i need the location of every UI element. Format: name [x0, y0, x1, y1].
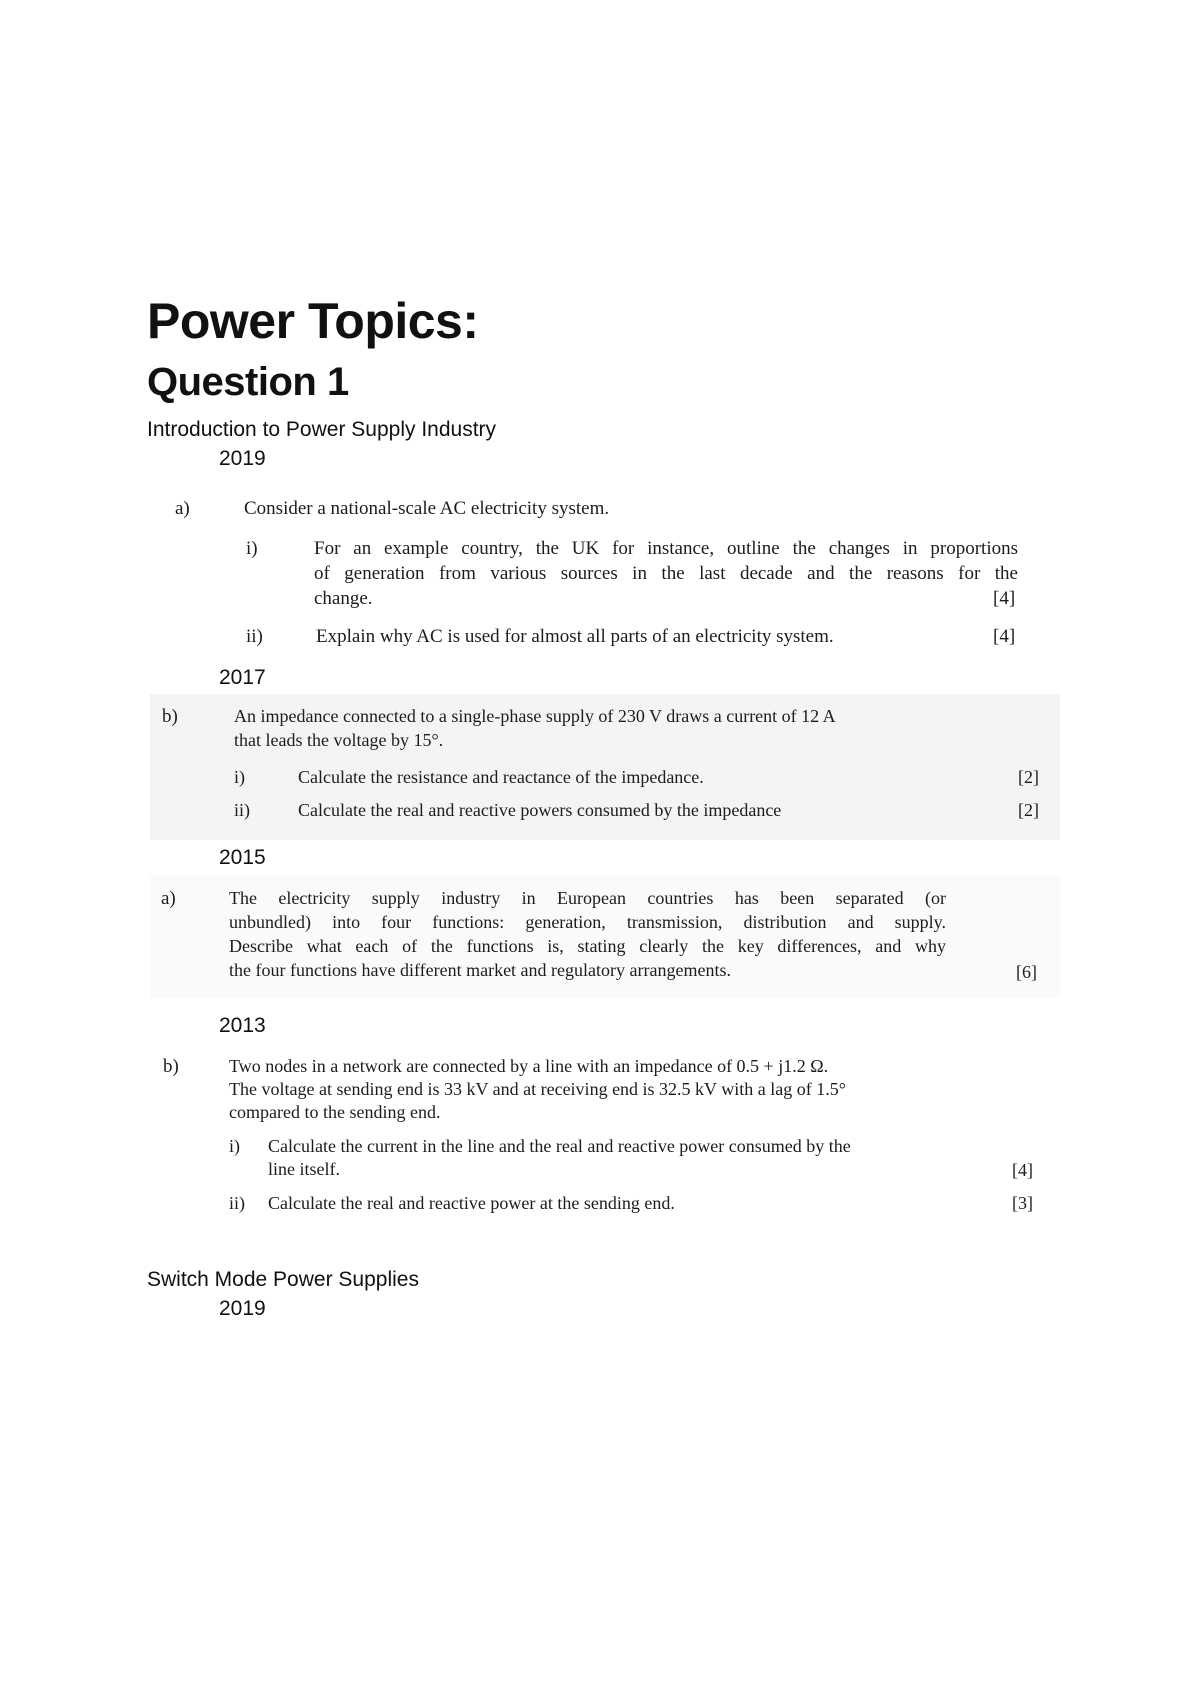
year-label-2019: 2019	[219, 447, 266, 470]
question-stem-line: Two nodes in a network are connected by a line with an impedance of 0.5 + j1.2 Ω.	[229, 1056, 829, 1076]
marks-badge: [6]	[1016, 962, 1037, 982]
year-label-2017: 2017	[219, 666, 266, 689]
question-2017	[150, 694, 1060, 840]
marks-badge: [2]	[1018, 800, 1039, 820]
question-2013	[0, 1052, 1200, 1222]
part-label: ii)	[246, 626, 263, 647]
part-label: i)	[246, 538, 258, 559]
part-text-line: change.	[314, 588, 373, 609]
question-label: b)	[162, 706, 178, 727]
question-label: b)	[163, 1056, 179, 1077]
year-label-2013: 2013	[219, 1014, 266, 1037]
question-stem-line: that leads the voltage by 15°.	[234, 730, 444, 750]
topic-heading-intro: Introduction to Power Supply Industry	[147, 418, 497, 441]
question-2019	[0, 495, 1200, 655]
question-stem: Consider a national-scale AC electricity system.	[244, 498, 610, 519]
part-label: ii)	[234, 800, 250, 820]
question-label: a)	[175, 498, 190, 519]
marks-badge: [3]	[1012, 1193, 1033, 1213]
part-label: i)	[229, 1136, 240, 1156]
part-text-line: For an example country, the UK for instance, outline the changes in proportions	[314, 538, 1018, 559]
part-text: Calculate the resistance and reactance of the impedance.	[298, 767, 704, 787]
part-text-line: Calculate the current in the line and the real and reactive power consumed by the	[268, 1136, 851, 1156]
year-label-smps-2019: 2019	[219, 1297, 266, 1320]
question-stem-line: An impedance connected to a single-phase supply of 230 V draws a current of 12 A	[234, 706, 836, 726]
question-stem-line: compared to the sending end.	[229, 1102, 441, 1122]
topic-heading-smps: Switch Mode Power Supplies	[147, 1268, 419, 1291]
question-text-line: Describe what each of the functions is, stating clearly the key differences, and why	[229, 936, 946, 956]
page-title: Power Topics:	[147, 293, 479, 349]
part-text-line: of generation from various sources in the last decade and the reasons for the	[314, 563, 1018, 584]
question-text-line: The electricity supply industry in European countries has been separated (or	[229, 888, 946, 908]
marks-badge: [4]	[1012, 1160, 1033, 1180]
marks-badge: [4]	[993, 626, 1016, 647]
question-text-line: unbundled) into four functions: generation, transmission, distribution and supply.	[229, 912, 946, 932]
question-text-line: the four functions have different market and regulatory arrangements.	[229, 960, 731, 980]
marks-badge: [2]	[1018, 767, 1039, 787]
part-label: i)	[234, 767, 245, 787]
part-text-line: line itself.	[268, 1159, 340, 1179]
year-label-2015: 2015	[219, 846, 266, 869]
part-label: ii)	[229, 1193, 245, 1213]
question-label: a)	[161, 888, 176, 909]
part-text: Calculate the real and reactive powers consumed by the impedance	[298, 800, 782, 820]
question-2015	[150, 876, 1060, 998]
part-text-line: Explain why AC is used for almost all parts of an electricity system.	[316, 626, 834, 647]
question-heading: Question 1	[147, 360, 349, 404]
part-text-line: Calculate the real and reactive power at the sending end.	[268, 1193, 675, 1213]
marks-badge: [4]	[993, 588, 1016, 609]
question-stem-line: The voltage at sending end is 33 kV and at receiving end is 32.5 kV with a lag of 1.5°	[229, 1079, 846, 1099]
